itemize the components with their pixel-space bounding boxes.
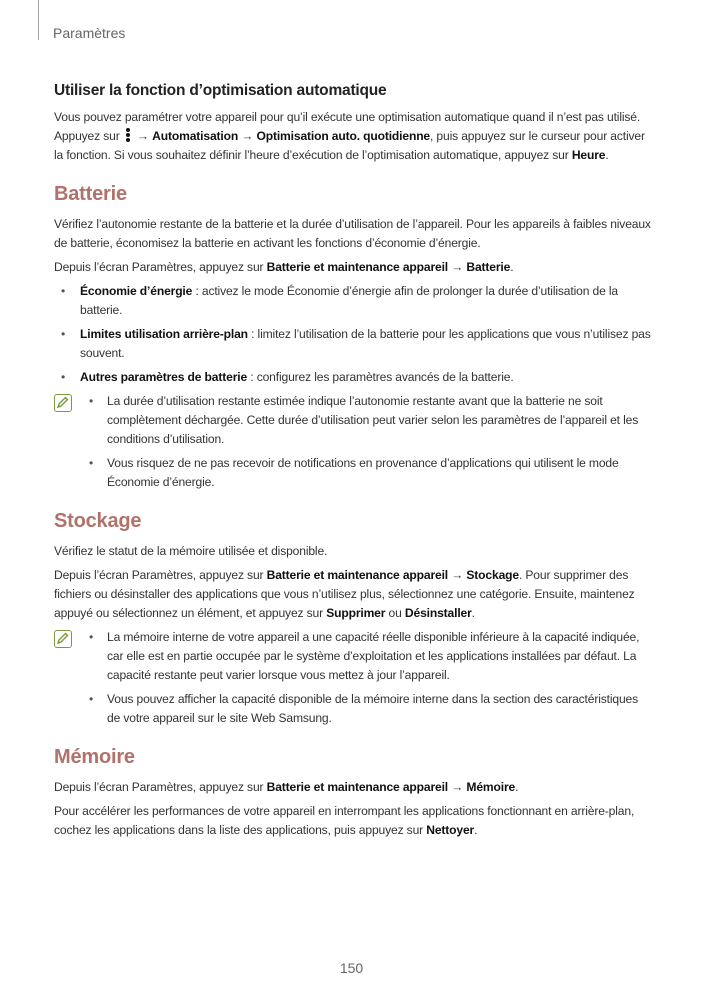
note-item: • La mémoire interne de votre appareil a une capacité réelle disponible inférieure à la capacité indiquée, car elle est en partie occupée par le système d’exploitation et les applications installées par défaut. La capacité restante peut varier lorsque vous mettez à jour l’appareil. [89, 630, 640, 682]
battery-heading: Batterie [54, 183, 127, 205]
battery-path: Depuis l’écran Paramètres, appuyez sur Batterie et maintenance appareil → Batterie. [54, 260, 514, 274]
list-item: • Autres paramètres de batterie : configurez les paramètres avancés de la batterie. [61, 370, 514, 384]
more-options-icon [125, 128, 131, 142]
note-pencil-icon [54, 394, 72, 412]
header-rule [38, 0, 39, 40]
storage-heading: Stockage [54, 510, 142, 532]
page-header: Paramètres [53, 25, 126, 41]
storage-intro: Vérifiez le statut de la mémoire utilisée et disponible. [54, 544, 328, 558]
note-pencil-icon [54, 630, 72, 648]
battery-note [54, 392, 654, 492]
note-item: • Vous pouvez afficher la capacité disponible de la mémoire interne dans la section des caractéristiques de votre appareil sur le site Web Samsung. [89, 692, 639, 725]
storage-note [54, 628, 654, 728]
battery-intro: Vérifiez l’autonomie restante de la batterie et la durée d’utilisation de l’appareil. Pour les appareils à faibles niveaux de batterie, économisez la batterie en activant les fonctions d’économie d’énergie. [54, 217, 651, 250]
page-number: 150 [339, 960, 364, 976]
memory-path: Depuis l’écran Paramètres, appuyez sur Batterie et maintenance appareil → Mémoire. [54, 780, 519, 794]
auto-optimization-paragraph: Vous pouvez paramétrer votre appareil pour qu’il exécute une optimisation automatique quand il n’est pas utilisé. Appuyez sur → Automatisation → Optimisation auto. quotidienne, puis appuyez sur le curseur pour activer la fonction. Si vous souhaitez définir l’heure d’exécution de l’optimisation automatique, appuyez sur Heure. [54, 110, 645, 162]
list-item: • Limites utilisation arrière-plan : limitez l’utilisation de la batterie pour les applications que vous n’utilisez pas souvent. [61, 327, 651, 360]
auto-optimization-heading: Utiliser la fonction d’optimisation automatique [54, 82, 387, 99]
storage-path: Depuis l’écran Paramètres, appuyez sur Batterie et maintenance appareil → Stockage. Pour supprimer des fichiers ou désinstaller des applications que vous n’utilisez plus, sélectionnez une catégorie. Ensuite, maintenez appuyé ou sélectionnez un élément, et appuyez sur Supprimer ou Désinstaller. [54, 568, 635, 620]
note-item: • Vous risquez de ne pas recevoir de notifications en provenance d’applications qui utilisent le mode Économie d’énergie. [89, 456, 619, 489]
memory-description: Pour accélérer les performances de votre appareil en interrompant les applications fonctionnant en arrière-plan, cochez les applications dans la liste des applications, puis appuyez sur Nettoyer. [54, 804, 635, 837]
list-item: • Économie d’énergie : activez le mode Économie d’énergie afin de prolonger la durée d’utilisation de la batterie. [61, 284, 618, 317]
memory-heading: Mémoire [54, 746, 135, 768]
battery-options-list [54, 282, 654, 387]
note-item: • La durée d’utilisation restante estimée indique l’autonomie restante avant que la batterie ne soit complètement déchargée. Cette durée d’utilisation peut varier selon les paramètres de l’appareil et les conditions d’utilisation. [89, 394, 639, 446]
page-content [54, 82, 654, 845]
